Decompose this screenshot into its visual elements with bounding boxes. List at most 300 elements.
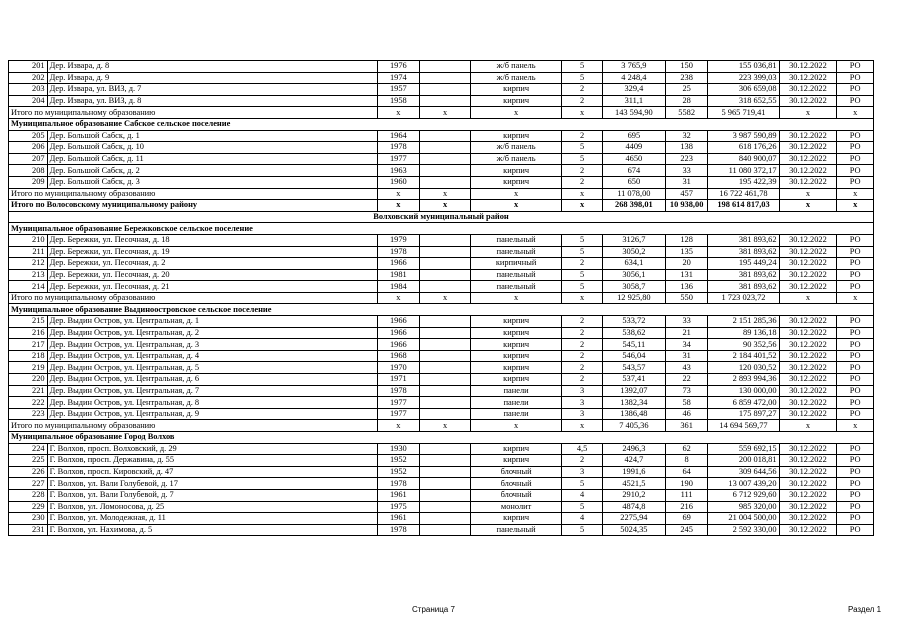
table-cell: 216 [9,327,48,339]
total-people: 361 [665,420,708,432]
table-cell: РО [837,95,874,107]
table-cell: 135 [665,246,708,258]
table-cell: Дер. Бережки, ул. Песочная, д. 2 [47,258,377,270]
table-cell: 985 320,00 [708,501,779,513]
table-cell: 1977 [377,408,420,420]
total-c3: x [470,107,561,119]
table-cell: 2 151 285,36 [708,316,779,328]
table-cell: 2496,3 [602,443,665,455]
table-cell: Дер. Выдин Остров, ул. Центральная, д. 3 [47,339,377,351]
table-row [9,269,874,281]
table-cell: 546,04 [602,350,665,362]
table-row [9,385,874,397]
table-cell: блочный [470,466,561,478]
table-cell: 4521,5 [602,478,665,490]
table-cell: 22 [665,374,708,386]
table-row [9,501,874,513]
table-cell: 223 [665,153,708,165]
total-label: Итого по муниципальному образованию [9,420,378,432]
table-cell: РО [837,258,874,270]
table-row [9,397,874,409]
total-row [9,292,874,304]
table-cell: РО [837,176,874,188]
table-cell [420,397,471,409]
table-cell: 537,41 [602,374,665,386]
table-cell: 1964 [377,130,420,142]
table-cell: 634,1 [602,258,665,270]
total-area: 143 594,90 [602,107,665,119]
total-c4: x [562,188,603,200]
table-cell: 210 [9,234,48,246]
table-cell: ж/б панель [470,142,561,154]
table-cell: 150 [665,61,708,73]
table-cell: 30.12.2022 [779,513,837,525]
table-cell: 221 [9,385,48,397]
table-cell: монолит [470,501,561,513]
table-cell [420,339,471,351]
table-cell: 224 [9,443,48,455]
table-cell: 381 893,62 [708,246,779,258]
table-cell: РО [837,350,874,362]
table-row [9,455,874,467]
table-cell: 138 [665,142,708,154]
table-cell: блочный [470,489,561,501]
table-cell: 62 [665,443,708,455]
table-row [9,478,874,490]
page-number: Страница 7 [412,605,455,614]
table-row [9,362,874,374]
table-cell: 5 [562,142,603,154]
table-cell: 215 [9,316,48,328]
table-cell: 225 [9,455,48,467]
total-area: 7 405,36 [602,420,665,432]
table-cell: 1974 [377,72,420,84]
table-cell: РО [837,153,874,165]
table-cell: 1966 [377,339,420,351]
table-cell: Дер. Выдин Остров, ул. Центральная, д. 7 [47,385,377,397]
table-cell: Дер. Выдин Остров, ул. Центральная, д. 6 [47,374,377,386]
table-cell: 306 659,08 [708,84,779,96]
table-cell: 227 [9,478,48,490]
table-cell: кирпич [470,130,561,142]
table-cell: 21 004 500,00 [708,513,779,525]
table-cell: 8 [665,455,708,467]
table-row [9,61,874,73]
table-cell: РО [837,455,874,467]
table-cell: 2 [562,95,603,107]
table-cell [420,350,471,362]
region-title: Волховский муниципальный район [9,211,874,223]
total-label: Итого по муниципальному образованию [9,188,378,200]
table-cell: Г. Волхов, ул. Вали Голубевой, д. 7 [47,489,377,501]
table-cell: 1977 [377,153,420,165]
table-row [9,176,874,188]
table-cell: Г. Волхов, ул. Нахимова, д. 5 [47,524,377,536]
table-cell: 650 [602,176,665,188]
table-cell [420,246,471,258]
table-cell: кирпич [470,362,561,374]
table-cell: РО [837,165,874,177]
table-cell: РО [837,72,874,84]
total-label: Итого по Волосовскому муниципальному району [9,200,378,212]
table-cell: РО [837,385,874,397]
table-cell: Дер. Бережки, ул. Песочная, д. 19 [47,246,377,258]
total-c2: x [420,107,471,119]
table-cell: 1966 [377,327,420,339]
table-cell: РО [837,130,874,142]
table-cell: 130 000,00 [708,385,779,397]
table-cell: 2 [562,165,603,177]
table-cell: 2 [562,350,603,362]
table-cell [420,61,471,73]
table-cell: 1978 [377,524,420,536]
table-cell [420,385,471,397]
table-cell: РО [837,397,874,409]
table-cell: 43 [665,362,708,374]
table-cell: 545,11 [602,339,665,351]
table-cell: 4 [562,489,603,501]
table-row [9,316,874,328]
table-cell: Дер. Извара, д. 8 [47,61,377,73]
section-label: Раздел 1 [848,605,882,614]
table-cell: 30.12.2022 [779,339,837,351]
table-cell: кирпич [470,513,561,525]
table-cell: 3058,7 [602,281,665,293]
table-cell: 6 712 929,60 [708,489,779,501]
table-cell: Дер. Выдин Остров, ул. Центральная, д. 2 [47,327,377,339]
table-cell: 30.12.2022 [779,95,837,107]
table-row [9,84,874,96]
table-cell: 1382,34 [602,397,665,409]
table-cell: 223 [9,408,48,420]
section-title: Муниципальное образование Сабское сельское поселение [9,118,874,130]
table-cell: Дер. Выдин Остров, ул. Центральная, д. 8 [47,397,377,409]
table-cell: 200 018,81 [708,455,779,467]
table-cell: 2 [562,176,603,188]
table-cell: 28 [665,95,708,107]
table-cell: 1968 [377,350,420,362]
table-cell: 120 030,52 [708,362,779,374]
table-cell: РО [837,408,874,420]
table-cell: 381 893,62 [708,234,779,246]
table-cell: 2 [562,455,603,467]
table-cell: 69 [665,513,708,525]
table-cell: 30.12.2022 [779,374,837,386]
table-cell: кирпич [470,374,561,386]
total-sum: 14 694 569,77 [708,420,779,432]
table-row [9,142,874,154]
total-c4: x [562,200,603,212]
table-cell: 30.12.2022 [779,61,837,73]
table-cell: панели [470,397,561,409]
table-cell: Г. Волхов, ул. Вали Голубевой, д. 17 [47,478,377,490]
table-cell: 1981 [377,269,420,281]
table-cell: 618 176,26 [708,142,779,154]
table-cell: РО [837,84,874,96]
table-cell: ж/б панель [470,153,561,165]
table-cell: 1978 [377,246,420,258]
section-title: Муниципальное образование Город Волхов [9,432,874,444]
table-cell [420,269,471,281]
total-c2: x [420,188,471,200]
table-cell: 30.12.2022 [779,443,837,455]
table-cell: 674 [602,165,665,177]
total-c6: x [837,107,874,119]
total-c3: x [470,188,561,200]
table-row [9,339,874,351]
table-cell: 209 [9,176,48,188]
table-cell: 220 [9,374,48,386]
table-row [9,95,874,107]
table-cell: 208 [9,165,48,177]
table-cell: 2 [562,130,603,142]
table-cell: 1979 [377,234,420,246]
table-cell: кирпич [470,350,561,362]
table-cell: 30.12.2022 [779,142,837,154]
section-header-row [9,118,874,130]
table-cell: 2 184 401,52 [708,350,779,362]
total-c6: x [837,188,874,200]
table-cell: 695 [602,130,665,142]
table-cell [420,176,471,188]
table-cell: РО [837,501,874,513]
table-cell: 34 [665,339,708,351]
table-cell: 381 893,62 [708,269,779,281]
table-cell: кирпич [470,339,561,351]
table-cell: 1960 [377,176,420,188]
table-cell: 90 352,56 [708,339,779,351]
table-cell: 559 692,15 [708,443,779,455]
total-row [9,200,874,212]
total-c2: x [420,292,471,304]
table-cell: 3 [562,408,603,420]
total-label: Итого по муниципальному образованию [9,292,378,304]
table-cell [420,501,471,513]
table-cell: 30.12.2022 [779,501,837,513]
table-cell: 46 [665,408,708,420]
table-cell: Г. Волхов, просп. Кировский, д. 47 [47,466,377,478]
table-cell: 222 [9,397,48,409]
table-cell: 5 [562,72,603,84]
total-c5: x [779,107,837,119]
table-cell: РО [837,478,874,490]
table-row [9,489,874,501]
table-cell [420,443,471,455]
table-cell: 204 [9,95,48,107]
table-row [9,153,874,165]
section-header-row [9,304,874,316]
table-cell: 1977 [377,397,420,409]
table-cell: 2 [562,316,603,328]
table-cell: 229 [9,501,48,513]
table-cell: 64 [665,466,708,478]
table-cell: 1386,48 [602,408,665,420]
table-cell: РО [837,466,874,478]
table-cell: 30.12.2022 [779,84,837,96]
table-cell: ж/б панель [470,72,561,84]
table-cell: 3050,2 [602,246,665,258]
table-cell: 203 [9,84,48,96]
table-cell [420,72,471,84]
table-cell [420,455,471,467]
table-cell: 30.12.2022 [779,478,837,490]
total-people: 5582 [665,107,708,119]
table-row [9,234,874,246]
total-c5: x [779,420,837,432]
table-cell: Дер. Бережки, ул. Песочная, д. 20 [47,269,377,281]
table-cell: 202 [9,72,48,84]
table-cell: 1970 [377,362,420,374]
table-cell: 5 [562,153,603,165]
table-cell: 1957 [377,84,420,96]
table-cell [420,374,471,386]
table-cell: Дер. Извара, ул. ВИЗ, д. 7 [47,84,377,96]
table-cell: 245 [665,524,708,536]
table-cell: 30.12.2022 [779,455,837,467]
table-cell: 381 893,62 [708,281,779,293]
table-cell: 424,7 [602,455,665,467]
table-cell: 111 [665,489,708,501]
table-cell: 89 136,18 [708,327,779,339]
table-cell: 73 [665,385,708,397]
total-row [9,420,874,432]
table-cell: 223 399,03 [708,72,779,84]
table-row [9,165,874,177]
table-cell: 136 [665,281,708,293]
table-cell [420,258,471,270]
table-cell: 1961 [377,513,420,525]
table-cell: РО [837,269,874,281]
table-cell: 228 [9,489,48,501]
total-c1: x [377,292,420,304]
table-row [9,524,874,536]
table-cell: панельный [470,234,561,246]
table-cell: 1978 [377,478,420,490]
table-cell: Дер. Выдин Остров, ул. Центральная, д. 9 [47,408,377,420]
table-cell: 3056,1 [602,269,665,281]
table-cell: 13 007 439,20 [708,478,779,490]
table-cell [420,524,471,536]
table-row [9,246,874,258]
table-cell: 58 [665,397,708,409]
table-cell: 206 [9,142,48,154]
table-cell: кирпич [470,327,561,339]
total-c1: x [377,188,420,200]
table-cell: 32 [665,130,708,142]
total-c3: x [470,200,561,212]
table-cell: 33 [665,316,708,328]
table-cell: 30.12.2022 [779,350,837,362]
table-cell: Дер. Большой Сабск, д. 2 [47,165,377,177]
table-cell: 217 [9,339,48,351]
table-row [9,130,874,142]
table-cell: 1975 [377,501,420,513]
table-cell: РО [837,489,874,501]
table-cell: 2 [562,258,603,270]
table-cell: 231 [9,524,48,536]
table-cell: 311,1 [602,95,665,107]
table-cell: 1963 [377,165,420,177]
table-row [9,408,874,420]
total-c5: x [779,188,837,200]
table-cell: 4,5 [562,443,603,455]
total-c5: x [779,200,837,212]
table-cell: 4 [562,513,603,525]
section-header-row [9,223,874,235]
total-sum: 5 965 719,41 [708,107,779,119]
total-c3: x [470,292,561,304]
table-cell: 309 644,56 [708,466,779,478]
table-cell [420,489,471,501]
table-cell: 30.12.2022 [779,176,837,188]
table-row [9,72,874,84]
table-cell: 3 [562,466,603,478]
table-cell: 30.12.2022 [779,466,837,478]
table-cell: РО [837,316,874,328]
table-cell [420,84,471,96]
total-label: Итого по муниципальному образованию [9,107,378,119]
table-row [9,258,874,270]
table-cell: Г. Волхов, просп. Державина, д. 55 [47,455,377,467]
table-cell: 128 [665,234,708,246]
table-cell: 33 [665,165,708,177]
table-cell: 11 080 372,17 [708,165,779,177]
table-cell: 4650 [602,153,665,165]
table-cell: 205 [9,130,48,142]
table-cell: 190 [665,478,708,490]
table-cell: ж/б панель [470,61,561,73]
total-people: 550 [665,292,708,304]
table-cell: Дер. Выдин Остров, ул. Центральная, д. 4 [47,350,377,362]
table-row [9,281,874,293]
table-cell: 318 652,55 [708,95,779,107]
table-row [9,374,874,386]
total-c1: x [377,420,420,432]
table-cell: 30.12.2022 [779,397,837,409]
table-cell: 6 859 472,00 [708,397,779,409]
table-cell: 4874,8 [602,501,665,513]
table-row [9,350,874,362]
table-cell [420,478,471,490]
table-cell: 533,72 [602,316,665,328]
table-cell: панели [470,408,561,420]
housing-register-table [8,60,874,536]
table-cell: Г. Волхов, ул. Молодежная, д. 11 [47,513,377,525]
table-cell: Г. Волхов, просп. Волховский, д. 29 [47,443,377,455]
table-cell: РО [837,246,874,258]
table-cell: РО [837,443,874,455]
table-cell: 226 [9,466,48,478]
table-cell [420,130,471,142]
table-row [9,513,874,525]
table-cell: 25 [665,84,708,96]
table-cell: 538,62 [602,327,665,339]
table-cell: панельный [470,246,561,258]
table-cell: РО [837,281,874,293]
section-title: Муниципальное образование Выдиноостровское сельское поселение [9,304,874,316]
table-cell: РО [837,142,874,154]
table-cell: кирпич [470,95,561,107]
table-cell: Дер. Извара, ул. ВИЗ, д. 8 [47,95,377,107]
table-cell: 3 [562,397,603,409]
table-cell: кирпич [470,455,561,467]
table-cell [420,153,471,165]
table-cell: кирпич [470,443,561,455]
table-cell: 175 897,27 [708,408,779,420]
table-cell: 1958 [377,95,420,107]
table-cell: 230 [9,513,48,525]
total-c6: x [837,292,874,304]
